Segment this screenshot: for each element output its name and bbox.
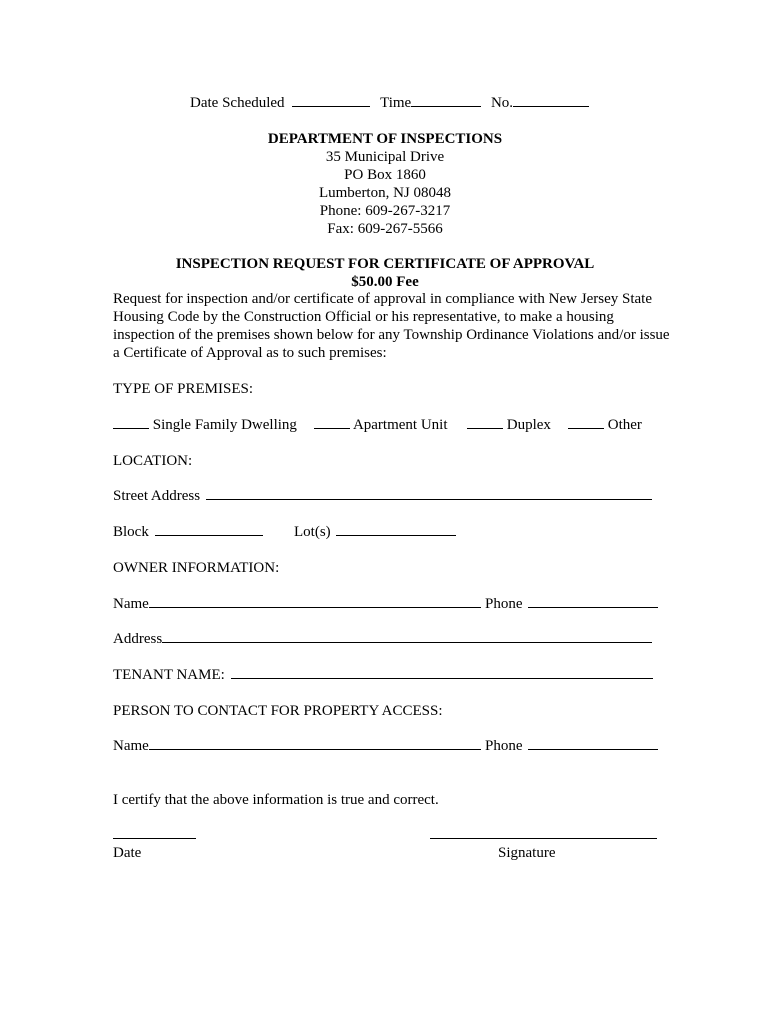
time-field[interactable]: [411, 94, 481, 107]
premises-option-label: Single Family Dwelling: [152, 417, 297, 433]
form-fee: $50.00 Fee: [351, 274, 419, 290]
date-scheduled-field[interactable]: [292, 94, 370, 107]
owner-name-row: [113, 595, 481, 613]
owner-name-field[interactable]: [149, 595, 481, 608]
premises-option-other[interactable]: [568, 416, 642, 434]
contact-phone-field[interactable]: [528, 737, 658, 750]
department-name: DEPARTMENT OF INSPECTIONS: [267, 131, 503, 147]
owner-address-field[interactable]: [162, 630, 652, 643]
premises-option-label: Duplex: [506, 417, 551, 433]
premises-option-single-family[interactable]: [113, 416, 297, 434]
contact-name-label: Name: [113, 738, 149, 754]
street-address-label: Street Address: [113, 488, 201, 504]
location-heading: LOCATION:: [113, 453, 193, 469]
contact-phone-row: [485, 737, 658, 755]
tenant-name-field[interactable]: [231, 666, 653, 679]
tenant-name-label: TENANT NAME:: [113, 667, 225, 683]
time-label: Time: [380, 95, 412, 111]
owner-phone-label: Phone: [485, 596, 523, 612]
street-address-row: [113, 487, 652, 505]
owner-heading: OWNER INFORMATION:: [113, 560, 280, 576]
form-intro-paragraph: Request for inspection and/or certificate of approval in compliance with New Jersey State Housing Code by the Construction Official or his representative, to make a housing inspection of the premises shown below for any Township Ordinance Violations and/or issue a Certificate of Approval as to such premises:: [113, 291, 670, 361]
premises-checkline[interactable]: [314, 416, 350, 429]
owner-name-label: Name: [113, 596, 149, 612]
department-fax: Fax: 609-267-5566: [327, 221, 443, 237]
block-field[interactable]: [155, 523, 263, 536]
premises-option-label: Other: [607, 417, 642, 433]
tenant-row: [113, 666, 653, 684]
owner-phone-field[interactable]: [528, 595, 658, 608]
owner-address-row: [113, 630, 652, 648]
owner-address-label: Address: [113, 631, 163, 647]
department-phone: Phone: 609-267-3217: [319, 203, 451, 219]
premises-checkline[interactable]: [467, 416, 503, 429]
signature-label: Signature: [498, 845, 556, 861]
department-address-line-2: PO Box 1860: [344, 167, 426, 183]
lots-row: [294, 523, 456, 541]
header-fields-row: [190, 94, 589, 112]
certify-statement: I certify that the above information is true and correct.: [113, 792, 439, 808]
signature-line[interactable]: [430, 826, 657, 839]
department-city: Lumberton, NJ 08048: [318, 185, 452, 201]
premises-checkline[interactable]: [568, 416, 604, 429]
lots-label: Lot(s): [294, 524, 331, 540]
block-row: [113, 523, 263, 541]
contact-name-field[interactable]: [149, 737, 481, 750]
lots-field[interactable]: [336, 523, 456, 536]
owner-phone-row: [485, 595, 658, 613]
block-label: Block: [113, 524, 149, 540]
premises-option-label: Apartment Unit: [352, 417, 448, 433]
street-address-field[interactable]: [206, 487, 652, 500]
form-title: INSPECTION REQUEST FOR CERTIFICATE OF APPROVAL: [175, 256, 595, 272]
number-label: No.: [490, 95, 514, 111]
premises-option-duplex[interactable]: [467, 416, 551, 434]
department-address-line-1: 35 Municipal Drive: [325, 149, 445, 165]
premises-option-apartment[interactable]: [314, 416, 448, 434]
contact-phone-label: Phone: [485, 738, 523, 754]
premises-heading: TYPE OF PREMISES:: [113, 381, 254, 397]
date-scheduled-label: Date Scheduled: [190, 95, 285, 111]
date-label: Date: [113, 845, 142, 861]
number-field[interactable]: [513, 94, 589, 107]
contact-name-row: [113, 737, 481, 755]
contact-heading: PERSON TO CONTACT FOR PROPERTY ACCESS:: [113, 703, 443, 719]
date-signature-line[interactable]: [113, 826, 196, 839]
premises-checkline[interactable]: [113, 416, 149, 429]
